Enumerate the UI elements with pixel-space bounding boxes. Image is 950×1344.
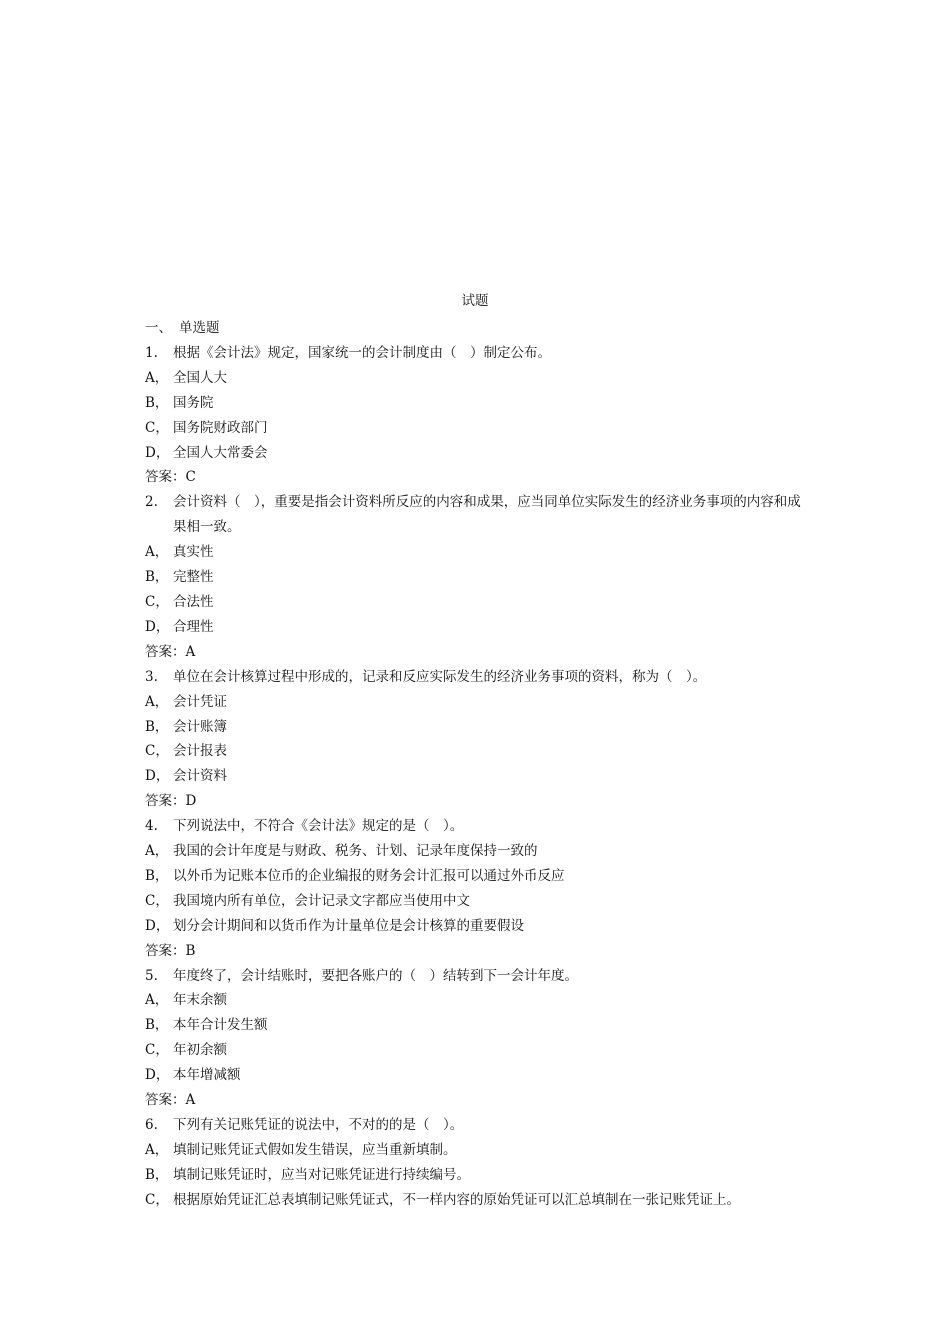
question-text: 年度终了，会计结账时，要把各账户的（ ）结转到下一会计年度。 — [173, 967, 578, 984]
option-letter: A， — [145, 992, 169, 1009]
option-b — [145, 1163, 815, 1188]
option-letter: C， — [145, 892, 169, 909]
option-text: 会计账簿 — [173, 718, 227, 735]
option-text: 我国的会计年度是与财政、税务、计划、记录年度保持一致的 — [173, 843, 538, 860]
question-text: 下列有关记账凭证的说法中，不对的的是（ ）。 — [173, 1117, 464, 1133]
question-number: 4. — [145, 818, 158, 835]
option-text: 填制记账凭证时，应当对记账凭证进行持续编号。 — [173, 1166, 470, 1183]
option-letter: B， — [145, 1166, 169, 1183]
option-letter: B， — [145, 867, 169, 884]
section-title: 单选题 — [179, 320, 220, 336]
option-letter: D， — [145, 917, 170, 934]
answer-label: 答案： — [145, 942, 186, 959]
answer-line — [145, 789, 815, 814]
option-a — [145, 366, 815, 391]
option-letter: D， — [145, 618, 170, 635]
option-b — [145, 391, 815, 416]
answer-line — [145, 640, 815, 665]
question-number: 6. — [145, 1117, 158, 1133]
question-1 — [145, 341, 815, 366]
option-letter: A， — [145, 843, 169, 860]
answer-value: A — [185, 643, 196, 660]
document-title: 试题 — [461, 293, 489, 309]
answer-value: C — [185, 469, 196, 486]
section-heading — [145, 316, 815, 341]
option-letter: D， — [145, 768, 170, 785]
answer-line — [145, 1088, 815, 1113]
option-letter: A， — [145, 544, 169, 561]
option-letter: C， — [145, 593, 169, 610]
option-c — [145, 416, 815, 441]
answer-value: D — [185, 793, 197, 810]
option-letter: C， — [145, 743, 169, 760]
section-number: 一、 — [145, 320, 172, 336]
option-b — [145, 1013, 815, 1038]
option-text: 全国人大常委会 — [173, 444, 268, 461]
option-letter: A， — [145, 1141, 169, 1158]
option-letter: D， — [145, 1067, 170, 1084]
option-text: 划分会计期间和以货币作为计量单位是会计核算的重要假设 — [173, 917, 524, 934]
question-text: 会计资料（ ），重要是指会计资料所反应的内容和成果，应当同单位实际发生的经济业务事项的内容和成果相一致。 — [173, 494, 801, 536]
option-letter: B， — [145, 1017, 169, 1034]
option-text: 真实性 — [173, 544, 214, 561]
option-text: 全国人大 — [173, 369, 227, 386]
option-a — [145, 540, 815, 565]
option-c — [145, 1038, 815, 1063]
option-letter: A， — [145, 693, 169, 710]
option-letter: A， — [145, 369, 169, 386]
question-4 — [145, 814, 815, 839]
option-c — [145, 590, 815, 615]
option-c — [145, 1188, 815, 1213]
question-number: 3. — [145, 668, 158, 685]
option-d — [145, 764, 815, 789]
option-text: 年初余额 — [173, 1042, 227, 1059]
document-body — [145, 316, 815, 1213]
question-number: 1. — [145, 344, 158, 361]
option-letter: B， — [145, 394, 169, 411]
option-text: 填制记账凭证式假如发生错误，应当重新填制。 — [173, 1141, 457, 1158]
option-d — [145, 615, 815, 640]
option-letter: B， — [145, 569, 169, 586]
option-d — [145, 1063, 815, 1088]
option-c — [145, 889, 815, 914]
option-a — [145, 1138, 815, 1163]
question-text: 根据《会计法》规定，国家统一的会计制度由（ ）制定公布。 — [173, 344, 551, 361]
answer-value: B — [185, 942, 196, 959]
answer-value: A — [185, 1092, 196, 1109]
answer-label: 答案： — [145, 1092, 186, 1109]
option-text: 国务院 — [173, 394, 214, 411]
option-text: 本年增减额 — [173, 1067, 241, 1084]
option-d — [145, 914, 815, 939]
answer-label: 答案： — [145, 793, 186, 810]
question-number: 2. — [145, 494, 158, 511]
answer-label: 答案： — [145, 643, 186, 660]
option-b — [145, 715, 815, 740]
option-text: 合法性 — [173, 593, 214, 610]
option-a — [145, 690, 815, 715]
question-6 — [145, 1113, 815, 1138]
question-number: 5. — [145, 967, 158, 984]
option-letter: C， — [145, 1191, 169, 1208]
option-a — [145, 839, 815, 864]
option-text: 国务院财政部门 — [173, 419, 268, 436]
option-text: 合理性 — [173, 618, 214, 635]
option-b — [145, 565, 815, 590]
option-text: 完整性 — [173, 569, 214, 586]
option-text: 我国境内所有单位，会计记录文字都应当使用中文 — [173, 892, 470, 909]
option-text: 根据原始凭证汇总表填制记账凭证式，不一样内容的原始凭证可以汇总填制在一张记账凭证上。 — [173, 1191, 740, 1208]
option-text: 会计资料 — [173, 768, 227, 785]
option-letter: B， — [145, 718, 169, 735]
question-text: 下列说法中，不符合《会计法》规定的是（ ）。 — [173, 818, 464, 835]
answer-line — [145, 939, 815, 964]
option-text: 本年合计发生额 — [173, 1017, 268, 1034]
option-d — [145, 441, 815, 466]
option-b — [145, 864, 815, 889]
option-text: 以外币为记账本位币的企业编报的财务会计汇报可以通过外币反应 — [173, 867, 565, 884]
option-letter: D， — [145, 444, 170, 461]
option-a — [145, 988, 815, 1013]
answer-label: 答案： — [145, 469, 186, 486]
question-3 — [145, 665, 815, 690]
option-c — [145, 739, 815, 764]
answer-line — [145, 465, 815, 490]
question-5 — [145, 964, 815, 989]
question-text: 单位在会计核算过程中形成的，记录和反应实际发生的经济业务事项的资料，称为（ ）。 — [173, 668, 707, 685]
option-text: 年末余额 — [173, 992, 227, 1009]
question-2 — [145, 490, 815, 540]
option-letter: C， — [145, 1042, 169, 1059]
option-text: 会计报表 — [173, 743, 227, 760]
option-text: 会计凭证 — [173, 693, 227, 710]
option-letter: C， — [145, 419, 169, 436]
